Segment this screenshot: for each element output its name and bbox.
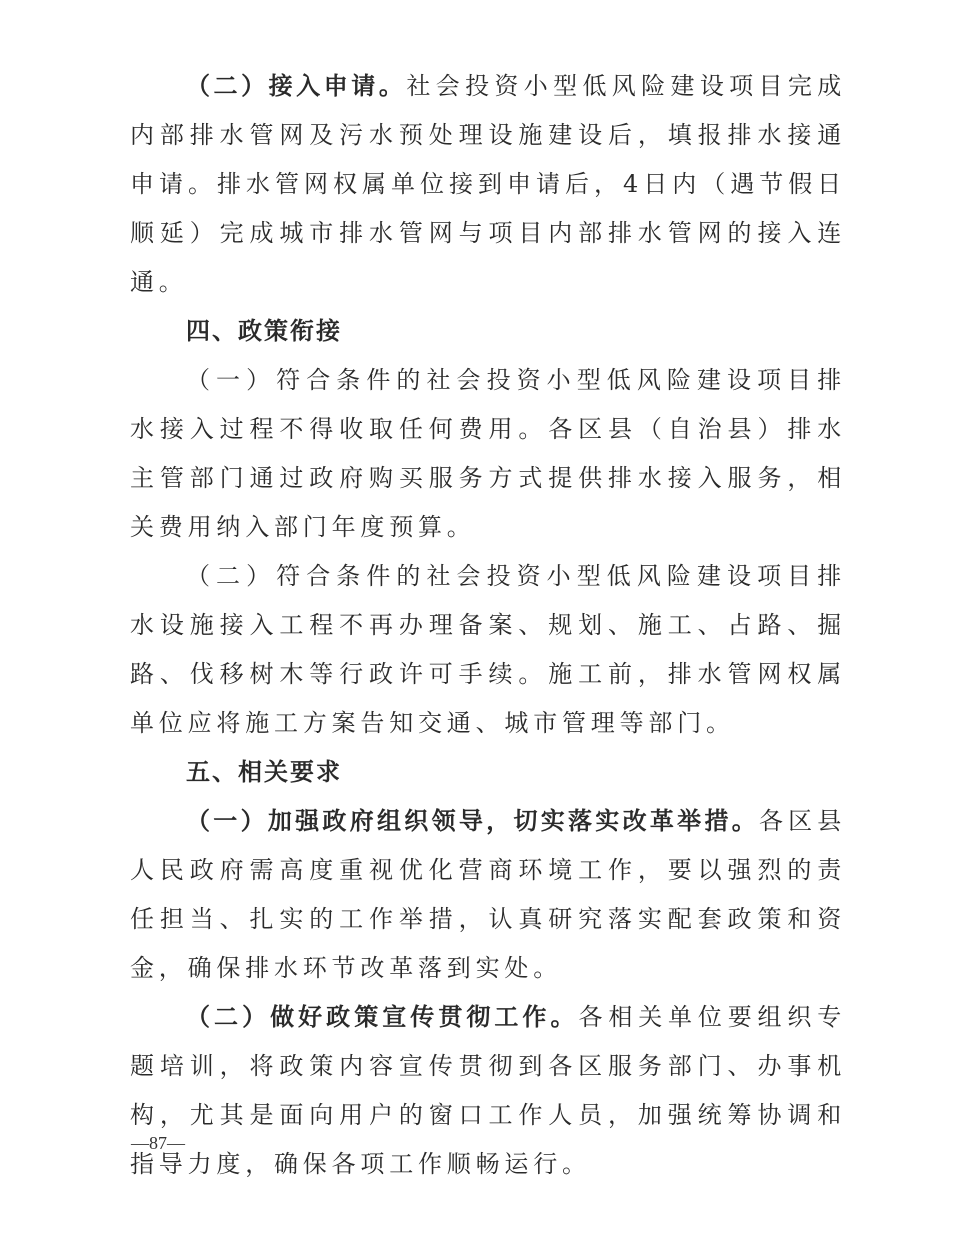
paragraph-text: 社会投资小型低风险建设项目完成内部排水管网及污水预处理设施建设后，填报排水接通申请。排水管网权属单位接到申请后，4日内（遇节假日顺延）完成城市排水管网与项目内部排水管网的接入连通。 (130, 72, 847, 296)
paragraph-government-leadership (130, 797, 846, 993)
paragraph-no-fees (130, 356, 846, 552)
paragraph-text: 各相关单位要组织专题培训，将政策内容宣传贯彻到各区服务部门、办事机构，尤其是面向用户的窗口工作人员，加强统筹协调和指导力度，确保各项工作顺畅运行。 (130, 1003, 847, 1178)
paragraph-text: （二）符合条件的社会投资小型低风险建设项目排水设施接入工程不再办理备案、规划、施工、占路、掘路、伐移树木等行政许可手续。施工前，排水管网权属单位应将施工方案告知交通、城市管理等部门。 (130, 562, 846, 737)
section-heading-policy-connection: 四、政策衔接 (186, 317, 342, 345)
paragraph-policy-publicity (130, 993, 846, 1189)
page-number: —87— (131, 1133, 185, 1153)
paragraph-lead: （二）接入申请。 (186, 72, 407, 100)
document-body (130, 62, 846, 1189)
paragraph-lead: （一）加强政府组织领导，切实落实改革举措。 (186, 807, 760, 835)
paragraph-access-application (130, 62, 846, 307)
paragraph-no-permits (130, 552, 846, 748)
paragraph-lead: （二）做好政策宣传贯彻工作。 (186, 1003, 579, 1031)
paragraph-text: （一）符合条件的社会投资小型低风险建设项目排水接入过程不得收取任何费用。各区县（自治县）排水主管部门通过政府购买服务方式提供排水接入服务，相关费用纳入部门年度预算。 (130, 366, 846, 541)
section-heading-requirements: 五、相关要求 (186, 758, 342, 786)
paragraph-text: 各区县人民政府需高度重视优化营商环境工作，要以强烈的责任担当、扎实的工作举措，认真研究落实配套政策和资金，确保排水环节改革落到实处。 (130, 807, 847, 982)
